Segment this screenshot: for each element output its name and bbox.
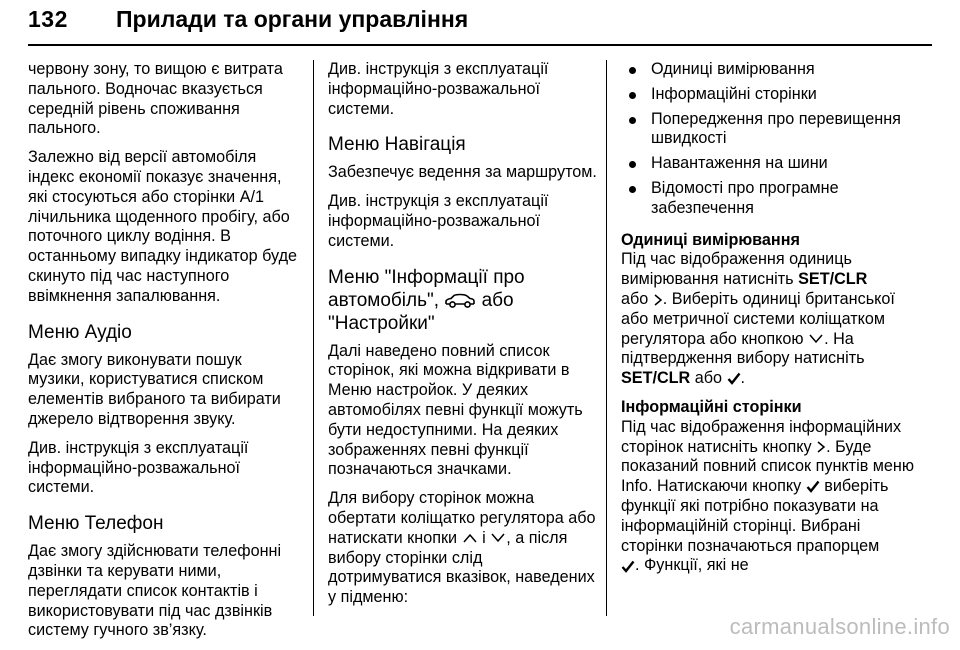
chevron-down-icon xyxy=(490,532,506,544)
paragraph: Далі наведено повний список сторінок, які можна відкривати в Меню настройок. У деяких автомобілях певні функції можуть бути недоступними. На деяких зображеннях певні функції позначаються значками. xyxy=(328,341,583,479)
paragraph: Див. інструкція з експлуатації інформаційно-розважальної системи. xyxy=(328,192,549,250)
header-rule xyxy=(28,44,932,46)
subheading-units: Одиниці вимірювання xyxy=(621,230,800,249)
column-3 xyxy=(621,60,921,585)
chevron-down-icon xyxy=(808,333,824,345)
heading-text: або xyxy=(481,289,514,311)
paragraph: Забезпечує ведення за маршрутом. xyxy=(328,163,597,182)
chevron-right-icon xyxy=(653,293,663,307)
section-heading-audio: Меню Аудіо xyxy=(28,321,132,343)
paragraph: Для вибору сторінок можна обертати коліщатко регулятора або натискати кнопки і , а після вибору сторінки слід дотримуватися вказівок, наведених у підменю: xyxy=(328,489,596,607)
settings-list xyxy=(621,60,921,219)
bullet-icon xyxy=(629,186,636,193)
section-heading-vehicle-info xyxy=(328,266,600,335)
page-header xyxy=(28,2,932,46)
bullet-icon xyxy=(629,67,636,74)
chevron-right-icon xyxy=(816,440,826,454)
paragraph: Під час відображення одиниць вимірювання натисніть SET/CLR або . Виберіть одиниці британської або метричної системи коліщатком регулятора або кнопкою . На підтвердження вибору натисніть SET/CLR або . xyxy=(621,250,895,388)
section-heading-navigation: Меню Навігація xyxy=(328,134,466,156)
heading-text: "Настройки" xyxy=(328,312,435,334)
section-heading-phone: Меню Телефон xyxy=(28,513,164,535)
set-clr-label: SET/CLR xyxy=(798,270,868,289)
column-1 xyxy=(28,60,300,650)
paragraph: Залежно від версії автомобіля індекс економії показує значення, які стосуються або сторінки А/1 лічильника щоденного пробігу, або поточного циклу водіння. В останньому випадку індикатор буде скинуто під час наступного ввімкнення запалювання. xyxy=(28,148,298,305)
column-2 xyxy=(328,60,600,617)
list-item: Навантаження на шини xyxy=(621,154,921,174)
heading-text: Меню "Інформації про автомобіль", xyxy=(328,266,525,311)
column-divider xyxy=(606,60,607,616)
bullet-icon xyxy=(629,161,636,168)
column-divider xyxy=(313,60,314,616)
page-number: 132 xyxy=(28,6,68,32)
list-item: Попередження про перевищення швидкості xyxy=(621,110,921,150)
checkmark-icon xyxy=(806,480,820,493)
bullet-icon xyxy=(629,117,636,124)
paragraph: Дає змогу виконувати пошук музики, користуватися списком елементів вибраного та вибирати джерело відтворення звуку. xyxy=(28,350,281,428)
list-item: Одиниці вимірювання xyxy=(621,60,921,80)
list-item: Інформаційні сторінки xyxy=(621,85,921,105)
paragraph: червону зону, то вищою є витрата пального. Водночас вказується середній рівень споживання пального. xyxy=(28,60,283,138)
list-item: Відомості про програмне забезпечення xyxy=(621,179,921,219)
bullet-icon xyxy=(629,92,636,99)
paragraph: Див. інструкція з експлуатації інформаційно-розважальної системи. xyxy=(28,438,249,497)
chevron-up-icon xyxy=(462,532,478,544)
paragraph: Під час відображення інформаційних сторінок натисніть кнопку . Буде показаний повний список пунктів меню Info. Натискаючи кнопку виберіть функції які потрібно показувати на інформаційній сторінці. Вибрані сторінки позначаються прапорцем . Функції, які не xyxy=(621,417,915,575)
paragraph: Див. інструкція з експлуатації інформаційно-розважальної системи. xyxy=(328,60,549,118)
checkmark-icon xyxy=(621,560,635,573)
paragraph: Дає змогу здійснювати телефонні дзвінки та керувати ними, переглядати список контактів і використовувати під час дзвінків систему гучного зв’язку. xyxy=(28,542,282,640)
car-icon xyxy=(444,293,476,308)
page-title: Прилади та органи управління xyxy=(116,6,469,32)
set-clr-label: SET/CLR xyxy=(621,369,691,388)
checkmark-icon xyxy=(727,372,741,385)
watermark: carmanualsonline.info xyxy=(729,614,950,639)
subheading-info-pages: Інформаційні сторінки xyxy=(621,397,802,416)
